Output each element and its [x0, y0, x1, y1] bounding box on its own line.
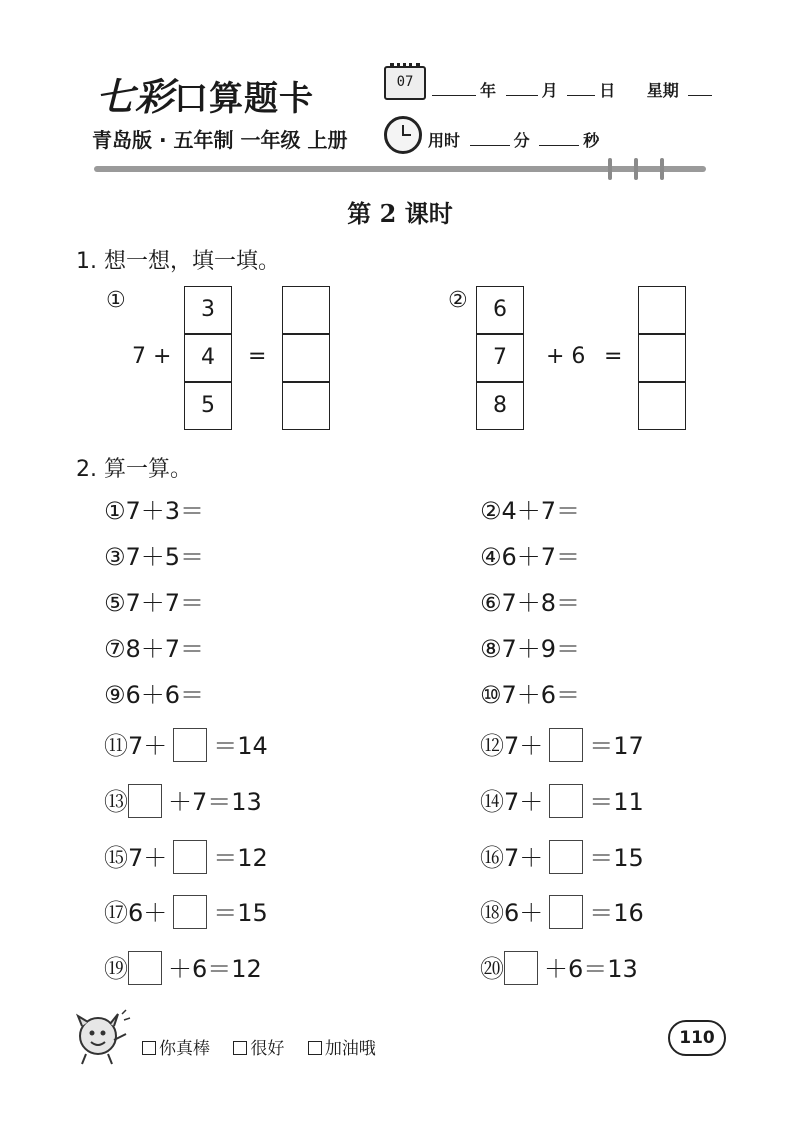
- answer-box[interactable]: [128, 951, 162, 985]
- weekday-label: 星期: [646, 81, 679, 100]
- month-blank[interactable]: [506, 81, 538, 96]
- clock-icon: [384, 116, 422, 154]
- answer-box[interactable]: [638, 286, 686, 334]
- checkbox[interactable]: [233, 1041, 247, 1055]
- calc-problem: ⑩7＋6＝: [480, 681, 581, 709]
- logo: [96, 66, 314, 121]
- answer-box[interactable]: [173, 840, 207, 874]
- answer-box[interactable]: [282, 382, 330, 430]
- time-prefix: 用时: [428, 131, 461, 150]
- calc-problem: ⑱6＋ ＝16: [480, 896, 644, 930]
- time-fields: [428, 128, 599, 151]
- calc-problem: ⑦8＋7＝: [104, 635, 205, 663]
- checkbox[interactable]: [142, 1041, 156, 1055]
- rating-option[interactable]: 加油哦: [308, 1039, 376, 1059]
- calc-problem: ①7＋3＝: [104, 497, 205, 525]
- calc-problem: ⑨6＋6＝: [104, 681, 205, 709]
- calendar-icon: [384, 66, 426, 100]
- problem2-column-cell: 7: [476, 334, 524, 382]
- month-label: 月: [541, 81, 558, 100]
- problem1-equals: =: [248, 344, 267, 369]
- calc-problem: ⑬ ＋7＝13: [104, 785, 262, 819]
- calc-problem: ⑤7＋7＝: [104, 589, 205, 617]
- answer-box[interactable]: [282, 286, 330, 334]
- answer-box[interactable]: [549, 728, 583, 762]
- section2-title: 2. 算一算。: [76, 457, 192, 482]
- header-divider: [94, 166, 706, 172]
- year-label: 年: [480, 81, 497, 100]
- logo-brand: 七彩: [96, 74, 175, 119]
- problem2-marker: ②: [448, 288, 468, 313]
- mascot-icon: [70, 1006, 132, 1068]
- minutes-blank[interactable]: [470, 131, 510, 146]
- year-blank[interactable]: [432, 81, 476, 96]
- calc-problem: ⑯7＋ ＝15: [480, 841, 644, 875]
- checkbox[interactable]: [308, 1041, 322, 1055]
- answer-box[interactable]: [549, 840, 583, 874]
- calc-problem: ⑲ ＋6＝12: [104, 952, 262, 986]
- problem2-equals: =: [604, 344, 623, 369]
- calc-problem: ⑪7＋ ＝14: [104, 729, 268, 763]
- minutes-label: 分: [513, 131, 530, 150]
- rating-option[interactable]: 很好: [233, 1039, 284, 1059]
- problem1-column-cell: 5: [184, 382, 232, 430]
- divider-tick: [634, 158, 638, 180]
- problem2-column-cell: 6: [476, 286, 524, 334]
- answer-box[interactable]: [638, 334, 686, 382]
- seconds-label: 秒: [583, 131, 600, 150]
- calc-problem: ②4＋7＝: [480, 497, 581, 525]
- answer-box[interactable]: [504, 951, 538, 985]
- calc-problem: ⑧7＋9＝: [480, 635, 581, 663]
- calc-problem: ④6＋7＝: [480, 543, 581, 571]
- calc-problem: ⑮7＋ ＝12: [104, 841, 268, 875]
- problem1-column-cell: 4: [184, 334, 232, 382]
- self-rating: [142, 1034, 394, 1059]
- section1-title: 1. 想一想，填一填。: [76, 249, 280, 274]
- calendar-day: 07: [396, 74, 414, 90]
- problem1-marker: ①: [106, 288, 126, 313]
- answer-box[interactable]: [549, 895, 583, 929]
- problem2-right-operand: + 6: [546, 344, 586, 369]
- divider-tick: [608, 158, 612, 180]
- problem1-left-operand: 7 +: [132, 344, 172, 369]
- calc-problem: ⑥7＋8＝: [480, 589, 581, 617]
- answer-box[interactable]: [549, 784, 583, 818]
- answer-box[interactable]: [173, 895, 207, 929]
- divider-tick: [660, 158, 664, 180]
- seconds-blank[interactable]: [539, 131, 579, 146]
- calc-problem: ⑳ ＋6＝13: [480, 952, 638, 986]
- calc-problem: ⑰6＋ ＝15: [104, 896, 268, 930]
- problem1-column-cell: 3: [184, 286, 232, 334]
- day-label: 日: [599, 81, 616, 100]
- answer-box[interactable]: [282, 334, 330, 382]
- rating-option[interactable]: 你真棒: [142, 1039, 210, 1059]
- problem2-column-cell: 8: [476, 382, 524, 430]
- answer-box[interactable]: [173, 728, 207, 762]
- date-fields: [428, 78, 716, 101]
- answer-box[interactable]: [128, 784, 162, 818]
- page-number: 110: [668, 1020, 726, 1056]
- calc-problem: ⑫7＋ ＝17: [480, 729, 644, 763]
- lesson-title: 第 2 课时: [347, 199, 453, 228]
- answer-box[interactable]: [638, 382, 686, 430]
- textbook-edition: 青岛版 · 五年制 一年级 上册: [92, 128, 348, 152]
- weekday-blank[interactable]: [688, 81, 712, 96]
- day-blank[interactable]: [567, 81, 595, 96]
- calc-problem: ⑭7＋ ＝11: [480, 785, 644, 819]
- logo-title: 口算题卡: [174, 79, 315, 119]
- calc-problem: ③7＋5＝: [104, 543, 205, 571]
